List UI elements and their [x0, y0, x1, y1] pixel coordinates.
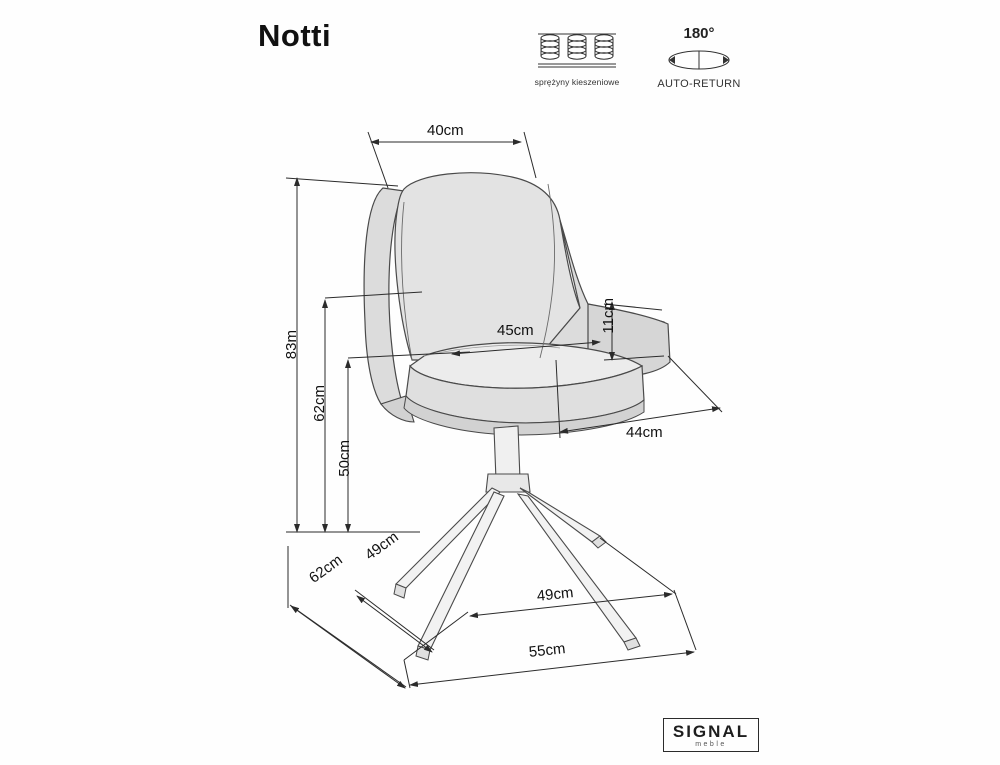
dim-label-base-depth-left: 49cm	[362, 528, 402, 564]
brand-name: SIGNAL	[672, 722, 750, 741]
brand-sub: meble	[695, 741, 727, 748]
dim-label-width-top: 40cm	[427, 122, 464, 139]
dim-label-back-height: 62cm	[311, 385, 328, 422]
dim-label-armrest-height: 11cm	[600, 298, 617, 334]
pocket-springs-caption: sprężyny kieszeniowe	[534, 77, 620, 87]
brand-logo	[663, 718, 759, 752]
dim-label-seat-height: 50cm	[336, 440, 353, 477]
auto-return-caption: AUTO-RETURN	[657, 78, 741, 90]
dim-label-seat-depth: 45cm	[497, 322, 534, 339]
dim-label-base-width: 49cm	[536, 584, 575, 605]
page-title: Notti	[258, 18, 332, 53]
dim-label-overall-width: 55cm	[528, 640, 567, 661]
auto-return-degrees: 180°	[683, 25, 715, 42]
chair-technical-drawing	[0, 60, 1000, 760]
chair-illustration	[364, 173, 670, 660]
dim-label-total-height: 83m	[283, 330, 300, 360]
dim-label-seat-width-back: 44cm	[626, 424, 663, 441]
dim-label-overall-depth: 62cm	[306, 551, 346, 587]
